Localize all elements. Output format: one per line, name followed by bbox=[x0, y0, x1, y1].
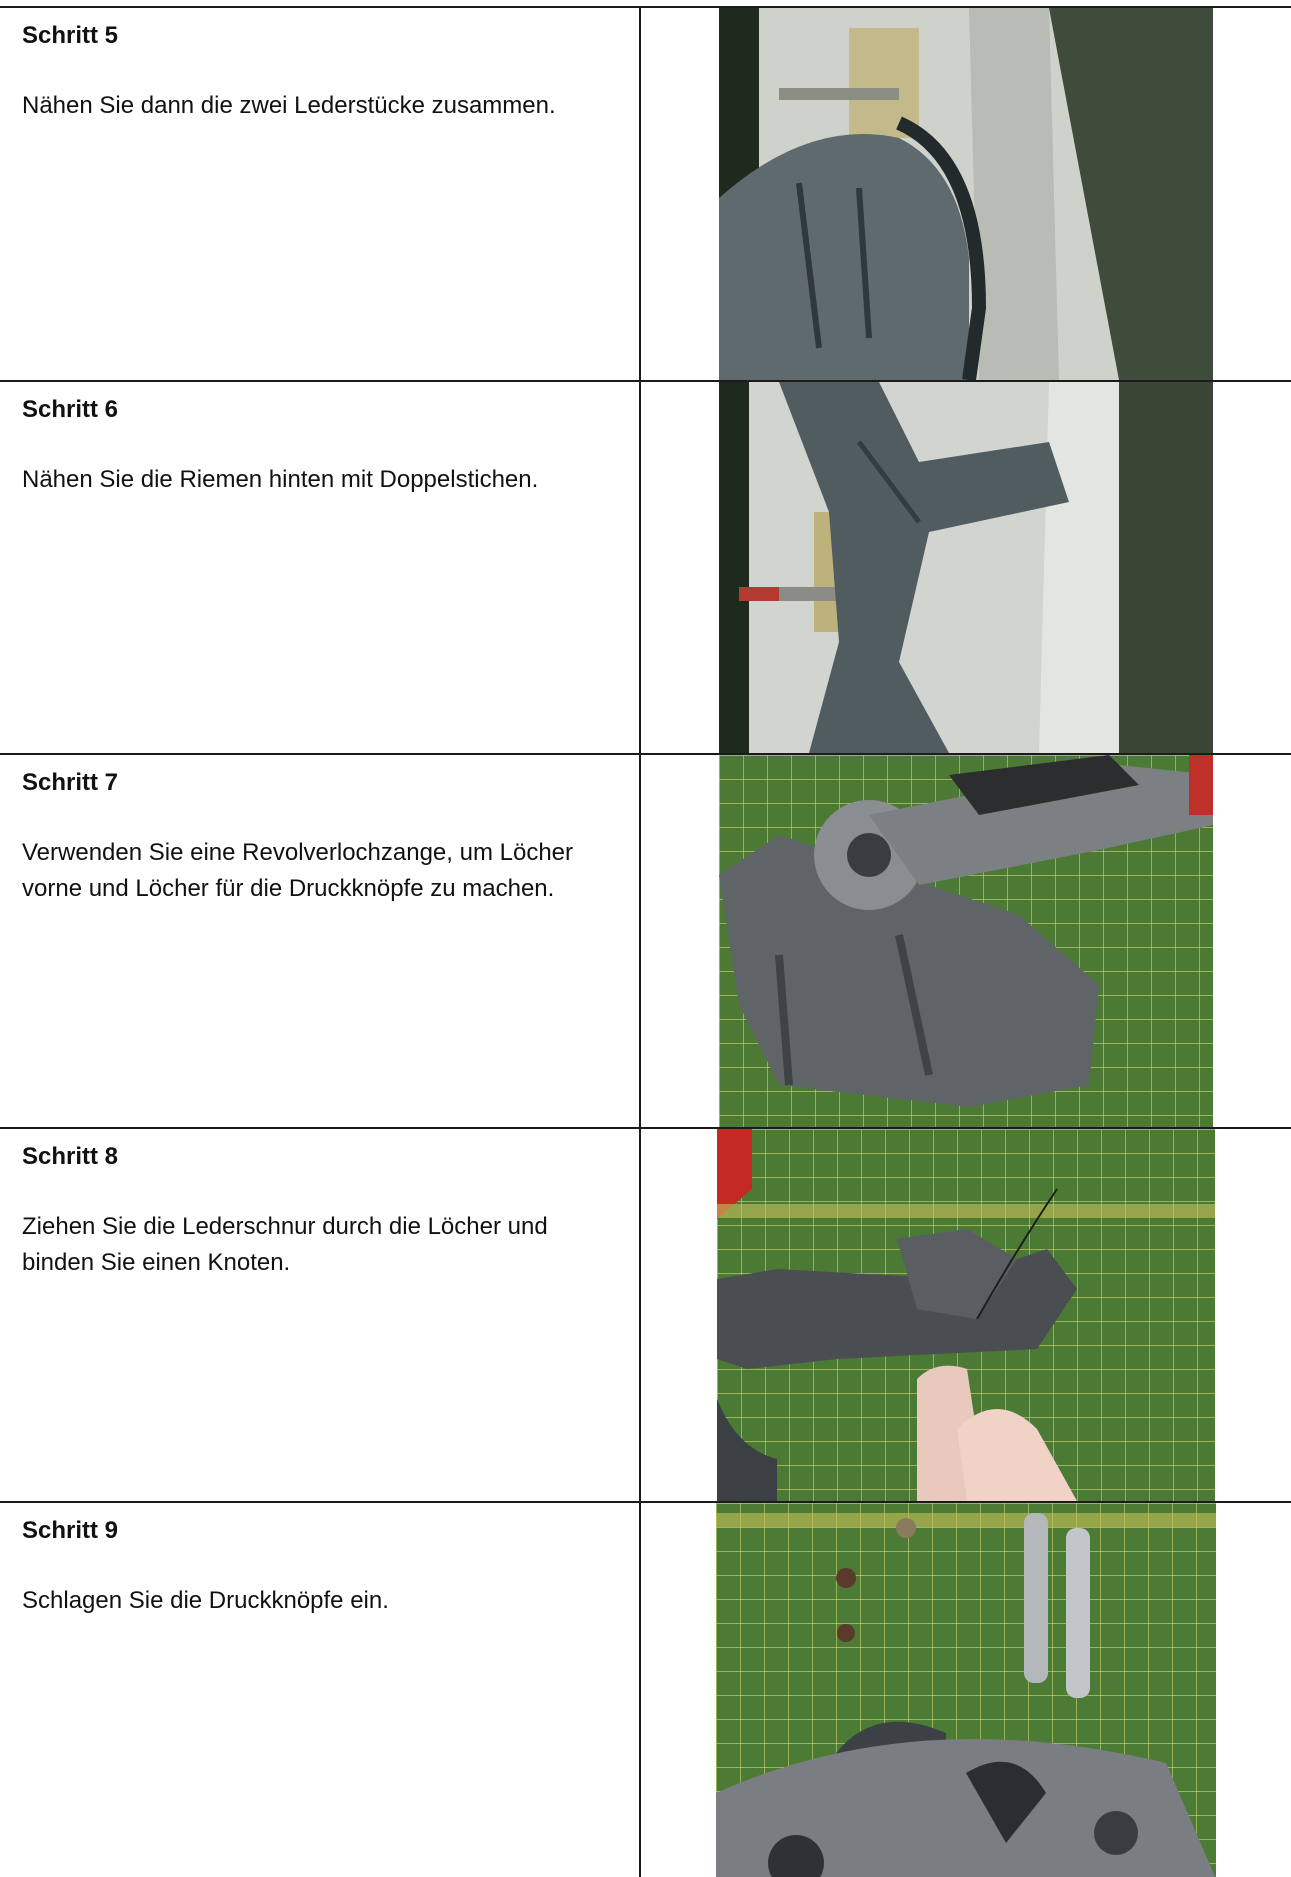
sewing-straps-photo bbox=[719, 382, 1213, 753]
step-row bbox=[0, 1501, 1291, 1877]
leather-lace-knot-photo bbox=[717, 1129, 1215, 1501]
step-text-cell bbox=[0, 382, 641, 753]
step-description: Ziehen Sie die Lederschnur durch die Löcher und binden Sie einen Knoten. bbox=[22, 1213, 548, 1276]
steps-table bbox=[0, 6, 1291, 1877]
step-row bbox=[0, 1127, 1291, 1501]
sewing-machine-leather-photo bbox=[719, 8, 1213, 380]
hole-punch-pliers-photo bbox=[719, 755, 1213, 1127]
step-title: Schritt 5 bbox=[22, 22, 119, 49]
step-description: Nähen Sie die Riemen hinten mit Doppelstichen. bbox=[22, 466, 539, 493]
step-description: Schlagen Sie die Druckknöpfe ein. bbox=[22, 1587, 389, 1614]
step-title: Schritt 8 bbox=[22, 1143, 119, 1170]
step-title: Schritt 7 bbox=[22, 769, 119, 796]
step-title: Schritt 9 bbox=[22, 1517, 119, 1544]
step-text-cell bbox=[0, 1503, 641, 1877]
step-text-cell bbox=[0, 1129, 641, 1501]
step-description: Verwenden Sie eine Revolverlochzange, um Löcher vorne und Löcher für die Druckknöpfe zu machen. bbox=[22, 839, 574, 902]
step-description: Nähen Sie dann die zwei Lederstücke zusammen. bbox=[22, 92, 556, 119]
step-row bbox=[0, 6, 1291, 380]
step-row bbox=[0, 753, 1291, 1127]
step-title: Schritt 6 bbox=[22, 396, 119, 423]
snap-button-setting-photo bbox=[716, 1503, 1216, 1877]
step-text-cell bbox=[0, 755, 641, 1127]
step-row bbox=[0, 380, 1291, 753]
step-text-cell bbox=[0, 8, 641, 380]
